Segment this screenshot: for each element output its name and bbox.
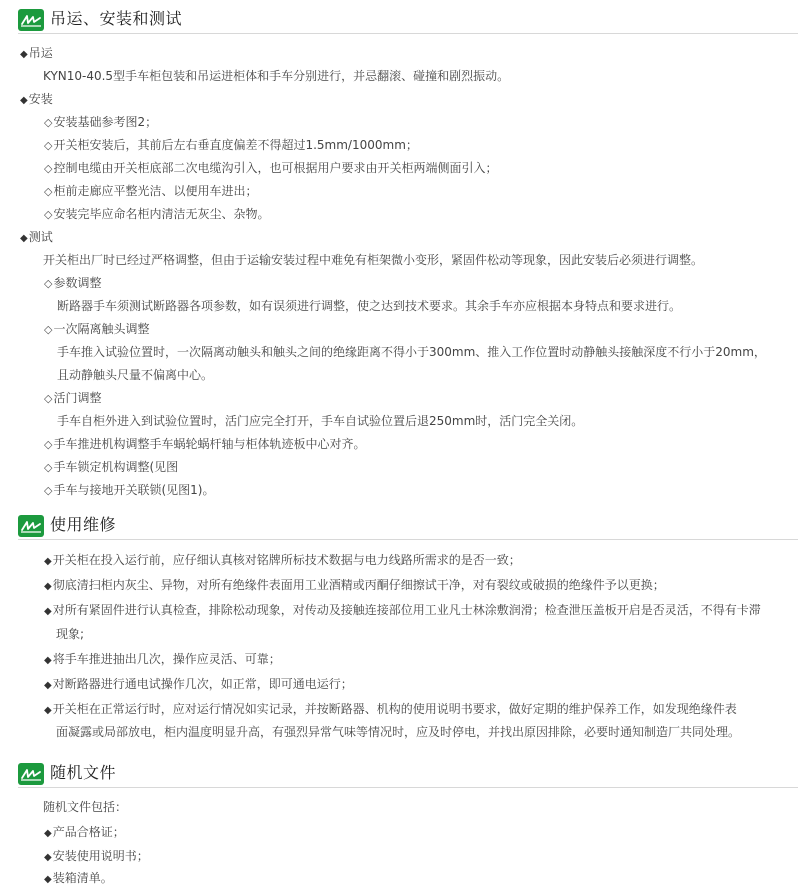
item-text: 手车推进机构调整手车蜗轮蜗杆轴与柜体轨迹板中心对齐。 bbox=[53, 437, 366, 451]
paragraph: 面凝露或局部放电，柜内温度明显升高，有强烈异常气味等情况时，应及时停电，并找出原因排除，必要时通知制造厂共同处理。 bbox=[56, 725, 741, 739]
hollow-diamond-bullet-icon: ◇ bbox=[44, 438, 53, 451]
hollow-diamond-bullet-icon: ◇ bbox=[44, 277, 53, 290]
diamond-bullet-icon: ◆ bbox=[44, 581, 52, 592]
list-item bbox=[44, 160, 497, 177]
item-text: 将手车推进抽出几次，操作应灵活、可靠； bbox=[52, 652, 281, 666]
list-item bbox=[44, 459, 178, 476]
diamond-bullet-icon: ◆ bbox=[44, 606, 52, 617]
list-item bbox=[44, 114, 157, 131]
header-divider bbox=[18, 787, 798, 788]
item-text: 产品合格证； bbox=[52, 825, 125, 839]
hollow-diamond-bullet-icon: ◇ bbox=[44, 392, 53, 405]
list-item bbox=[44, 552, 521, 570]
list-item bbox=[44, 676, 353, 694]
diamond-bullet-icon: ◆ bbox=[44, 852, 52, 863]
diamond-bullet-icon: ◆ bbox=[20, 233, 28, 244]
item-text: 装箱清单。 bbox=[52, 871, 113, 885]
item-text: 彻底清扫柜内灰尘、异物，对所有绝缘件表面用工业酒精或丙酮仔细擦试干净，对有裂纹或破损的绝缘件予以更换； bbox=[52, 578, 665, 592]
list-item bbox=[20, 229, 53, 247]
hollow-diamond-bullet-icon: ◇ bbox=[44, 139, 53, 152]
paragraph: 手车推入试验位置时，一次隔离动触头和触头之间的绝缘距离不得小于300mm、推入工作位置时动静触头接触深度不行小于20mm， bbox=[57, 345, 766, 359]
hollow-diamond-bullet-icon: ◇ bbox=[44, 185, 53, 198]
green-logo-icon bbox=[18, 515, 44, 537]
header-divider bbox=[18, 33, 798, 34]
item-text: 安装完毕应命名柜内清洁无灰尘、杂物。 bbox=[53, 207, 270, 221]
list-item bbox=[44, 137, 418, 154]
item-text: 对断路器进行通电试操作几次，如正常，即可通电运行； bbox=[52, 677, 353, 691]
list-item bbox=[44, 275, 101, 292]
section-header-maintenance bbox=[18, 514, 798, 540]
item-text: 安装基础参考图2； bbox=[53, 115, 158, 129]
subsection-label: 测试 bbox=[28, 230, 53, 244]
diamond-bullet-icon: ◆ bbox=[20, 95, 28, 106]
item-text: 开关柜在投入运行前，应仔细认真核对铭牌所标技术数据与电力线路所需求的是否一致； bbox=[52, 553, 521, 567]
item-text: 开关柜在正常运行时，应对运行情况如实记录，并按断路器、机构的使用说明书要求，做好定期的维护保养工作，如发现绝缘件表 bbox=[52, 702, 737, 716]
list-item bbox=[44, 870, 113, 888]
item-text: 手车锁定机构调整(见图 bbox=[53, 460, 179, 474]
paragraph: 开关柜出厂时已经过严格调整，但由于运输安装过程中难免有柜架微小变形，紧固件松动等现象，因此安装后必须进行调整。 bbox=[43, 253, 704, 267]
paragraph: KYN10-40.5型手车柜包装和吊运进柜体和手车分别进行，并忌翻滚、碰撞和剧烈振动。 bbox=[43, 69, 510, 83]
section-header-docs bbox=[18, 762, 798, 788]
list-item bbox=[44, 183, 257, 200]
diamond-bullet-icon: ◆ bbox=[44, 828, 52, 839]
item-text: 一次隔离触头调整 bbox=[53, 322, 150, 336]
diamond-bullet-icon: ◆ bbox=[44, 556, 52, 567]
list-item bbox=[44, 701, 737, 719]
list-item bbox=[44, 824, 125, 842]
header-divider bbox=[18, 539, 798, 540]
green-logo-icon bbox=[18, 763, 44, 785]
list-item bbox=[20, 45, 53, 63]
item-text: 对所有紧固件进行认真检查，排除松动现象，对传动及接触连接部位用工业凡士林涂敷润滑；检查泄压盖板开启是否灵活，不得有卡滞 bbox=[52, 603, 761, 617]
hollow-diamond-bullet-icon: ◇ bbox=[44, 461, 53, 474]
paragraph: 断路器手车须测试断路器各项参数，如有误须进行调整，使之达到技术要求。其余手车亦应根据本身特点和要求进行。 bbox=[57, 299, 682, 313]
subsection-label: 吊运 bbox=[28, 46, 53, 60]
list-item bbox=[20, 91, 53, 109]
list-item bbox=[44, 577, 665, 595]
diamond-bullet-icon: ◆ bbox=[20, 49, 28, 60]
section-title: 随机文件 bbox=[50, 763, 117, 782]
list-item bbox=[44, 848, 149, 866]
item-text: 开关柜安装后，其前后左右垂直度偏差不得超过1.5mm/1000mm； bbox=[53, 138, 418, 152]
list-item bbox=[44, 482, 214, 499]
list-item bbox=[44, 651, 281, 669]
paragraph: 手车自柜外进入到试验位置时，活门应完全打开，手车自试验位置后退250mm时，活门完全关闭。 bbox=[57, 414, 584, 428]
diamond-bullet-icon: ◆ bbox=[44, 705, 52, 716]
item-text: 控制电缆由开关柜底部二次电缆沟引入，也可根据用户要求由开关柜两端侧面引入； bbox=[53, 161, 498, 175]
list-item bbox=[44, 436, 365, 453]
subsection-label: 安装 bbox=[28, 92, 53, 106]
section-title: 吊运、安装和测试 bbox=[50, 9, 183, 28]
section-header-transport bbox=[18, 8, 798, 34]
item-text: 柜前走廊应平整光洁、以便用车进出； bbox=[53, 184, 258, 198]
diamond-bullet-icon: ◆ bbox=[44, 680, 52, 691]
hollow-diamond-bullet-icon: ◇ bbox=[44, 208, 53, 221]
paragraph: 随机文件包括： bbox=[43, 800, 128, 814]
hollow-diamond-bullet-icon: ◇ bbox=[44, 484, 53, 497]
diamond-bullet-icon: ◆ bbox=[44, 655, 52, 666]
list-item bbox=[44, 602, 761, 620]
hollow-diamond-bullet-icon: ◇ bbox=[44, 116, 53, 129]
green-logo-icon bbox=[18, 9, 44, 31]
hollow-diamond-bullet-icon: ◇ bbox=[44, 162, 53, 175]
item-text: 手车与接地开关联锁(见图1)。 bbox=[53, 483, 215, 497]
diamond-bullet-icon: ◆ bbox=[44, 874, 52, 885]
item-text: 活门调整 bbox=[53, 391, 102, 405]
paragraph: 现象; bbox=[56, 627, 85, 641]
item-text: 安装使用说明书； bbox=[52, 849, 149, 863]
list-item bbox=[44, 390, 101, 407]
hollow-diamond-bullet-icon: ◇ bbox=[44, 323, 53, 336]
list-item bbox=[44, 206, 269, 223]
list-item bbox=[44, 321, 149, 338]
paragraph: 且动静触头尺量不偏离中心。 bbox=[57, 368, 214, 382]
item-text: 参数调整 bbox=[53, 276, 102, 290]
section-title: 使用维修 bbox=[50, 515, 117, 534]
